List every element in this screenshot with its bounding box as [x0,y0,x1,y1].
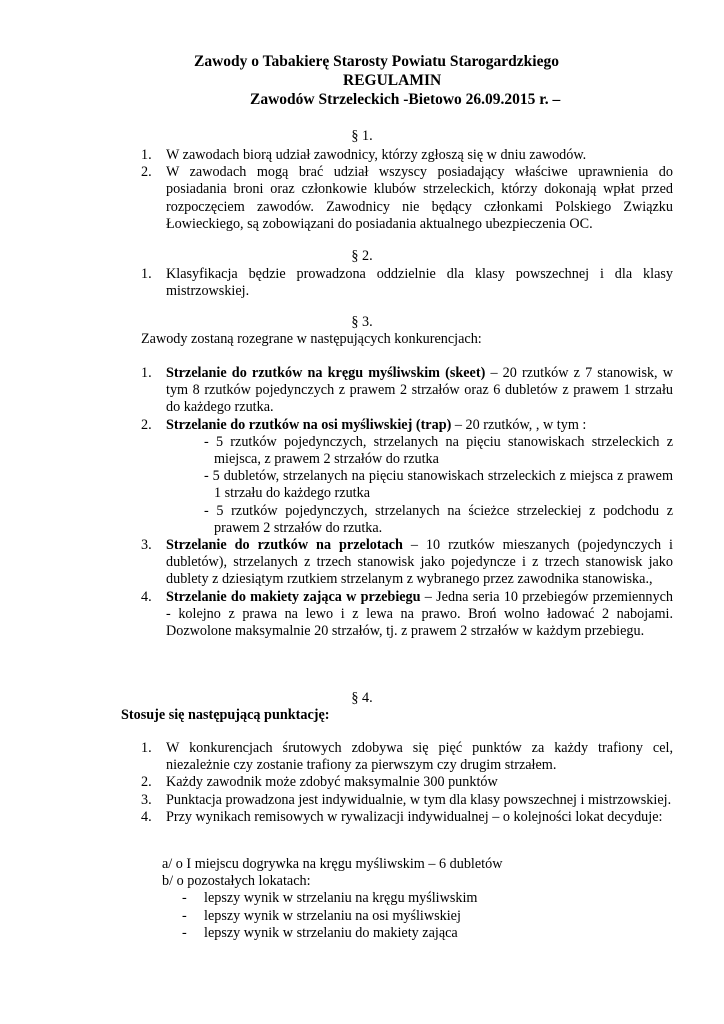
competition-name: Strzelanie do rzutków na kręgu myśliwskim (skeet) [166,365,486,381]
item-text: Klasyfikacja będzie prowadzona oddzielnie dla klasy powszechnej i dla klasy mistrzowskiej. [166,266,673,300]
section-3-list [141,365,673,640]
item-number: 2. [141,416,152,433]
item-text: Punktacja prowadzona jest indywidualnie, w tym dla klasy powszechnej i mistrzowskiej. [166,791,672,808]
section-3-heading: § 3. [351,314,373,330]
item-number: 2. [141,774,152,791]
item-text: – 10 rzutków mieszanych (pojedynczych i dubletów), strzelanych z trzech stanowisk jako pojedyncze i z trzech stanowisk jako dublety z dziesiątym rzutkiem strzelanym z wybranego przez zawodnika stanowiska., [166,537,673,588]
list-item [141,365,673,417]
criterion-text: lepszy wynik w strzelaniu na kręgu myśliwskim [204,890,478,907]
item-number: 4. [141,588,152,605]
item-text: W konkurencjach śrutowych zdobywa się pięć punktów za każdy trafiony cel, niezależnie czy zostanie trafiony za pierwszym czy drugim strzałem. [166,740,673,774]
criterion-text: lepszy wynik w strzelaniu na osi myśliwskiej [204,907,461,924]
criterion-text: lepszy wynik w strzelaniu do makiety zająca [204,924,458,941]
dash-marker: - [182,924,187,941]
item-number: 3. [141,791,152,808]
item-number: 4. [141,808,152,825]
tiebreak-other-places: b/ o pozostałych lokatach: [162,873,311,890]
section-1-list [141,147,673,233]
section-3-intro: Zawody zostaną rozegrane w następujących konkurencjach: [141,331,482,347]
section-4-intro: Stosuje się następującą punktację: [121,707,330,723]
list-item [141,774,673,791]
item-text: – 20 rzutków z 7 stanowisk, w tym 8 rzutków pojedynczych z prawem 2 strzałów oraz 6 dubletów z prawem 1 strzału do każdego rzutka. [166,365,673,416]
list-item [141,537,673,589]
list-item [141,266,673,300]
title-line-3: Zawodów Strzeleckich -Bietowo 26.09.2015 r. – [250,91,561,108]
sub-item: - 5 rzutków pojedynczych, strzelanych na pięciu stanowiskach strzeleckich z miejsca, z prawem 2 strzałów do rzutka [204,433,673,468]
item-number: 1. [141,740,152,756]
dash-marker: - [182,907,187,924]
title-line-1: Zawody o Tabakierę Starosty Powiatu Starogardzkiego [194,53,559,70]
list-item [141,164,673,233]
section-1-heading: § 1. [351,128,373,144]
tiebreak-criterion [182,908,672,925]
list-item [141,589,673,641]
item-text: W zawodach biorą udział zawodnicy, którzy zgłoszą się w dniu zawodów. [166,147,587,163]
competition-name: Strzelanie do rzutków na osi myśliwskiej (trap) [166,416,452,433]
item-number: 2. [141,164,152,181]
section-2-list [141,266,673,300]
list-item [141,809,673,826]
sub-item: - 5 dubletów, strzelanych na pięciu stanowiskach strzeleckich z miejsca z prawem 1 strzału do każdego rzutka [204,468,673,502]
list-item [141,740,673,774]
section-2-heading: § 2. [351,248,373,264]
section-4-heading: § 4. [351,690,373,706]
item-text: Przy wynikach remisowych w rywalizacji indywidualnej – o kolejności lokat decyduje: [166,808,663,825]
title-line-2: REGULAMIN [343,72,442,89]
item-number: 1. [141,147,152,163]
sub-item: - 5 rzutków pojedynczych, strzelanych na ścieżce strzeleckiej z podchodu z prawem 2 strzałów do rzutka. [204,502,673,536]
tiebreak-criterion [182,925,672,942]
dash-marker: - [182,890,187,907]
item-text: W zawodach mogą brać udział wszyscy posiadający właściwe uprawnienia do posiadania broni oraz członkowie klubów strzeleckich, którzy dokonają wpłat przed rozpoczęciem zawodów. Zawodnicy nie będący członkami Polskiego Związku Łowieckiego, są zobowiązani do posiadania aktualnego ubezpieczenia OC. [166,164,673,232]
item-number: 1. [141,365,152,381]
item-number: 1. [141,266,152,282]
item-text: Każdy zawodnik może zdobyć maksymalnie 300 punktów [166,774,498,791]
item-number: 3. [141,537,152,554]
item-text: – 20 rzutków, , w tym : [451,416,587,433]
tiebreak-criterion [182,890,672,907]
section-4-list [141,740,673,826]
tiebreak-first-place: a/ o I miejscu dogrywka na kręgu myśliwskim – 6 dubletów [162,856,503,872]
item-text: – Jedna seria 10 przebiegów przemiennych - kolejno z prawa na lewo i z lewa na prawo. Broń wolno ładować 2 nabojami. Dozwolone maksymalnie 20 strzałów, tj. z prawem 2 strzałów w każdym przebiegu. [166,588,673,640]
list-item [141,792,673,809]
competition-name: Strzelanie do makiety zająca w przebiegu [166,588,421,605]
competition-name: Strzelanie do rzutków na przelotach [166,537,403,554]
list-item [141,417,673,537]
list-item [141,147,673,164]
tiebreak-block [162,856,672,942]
